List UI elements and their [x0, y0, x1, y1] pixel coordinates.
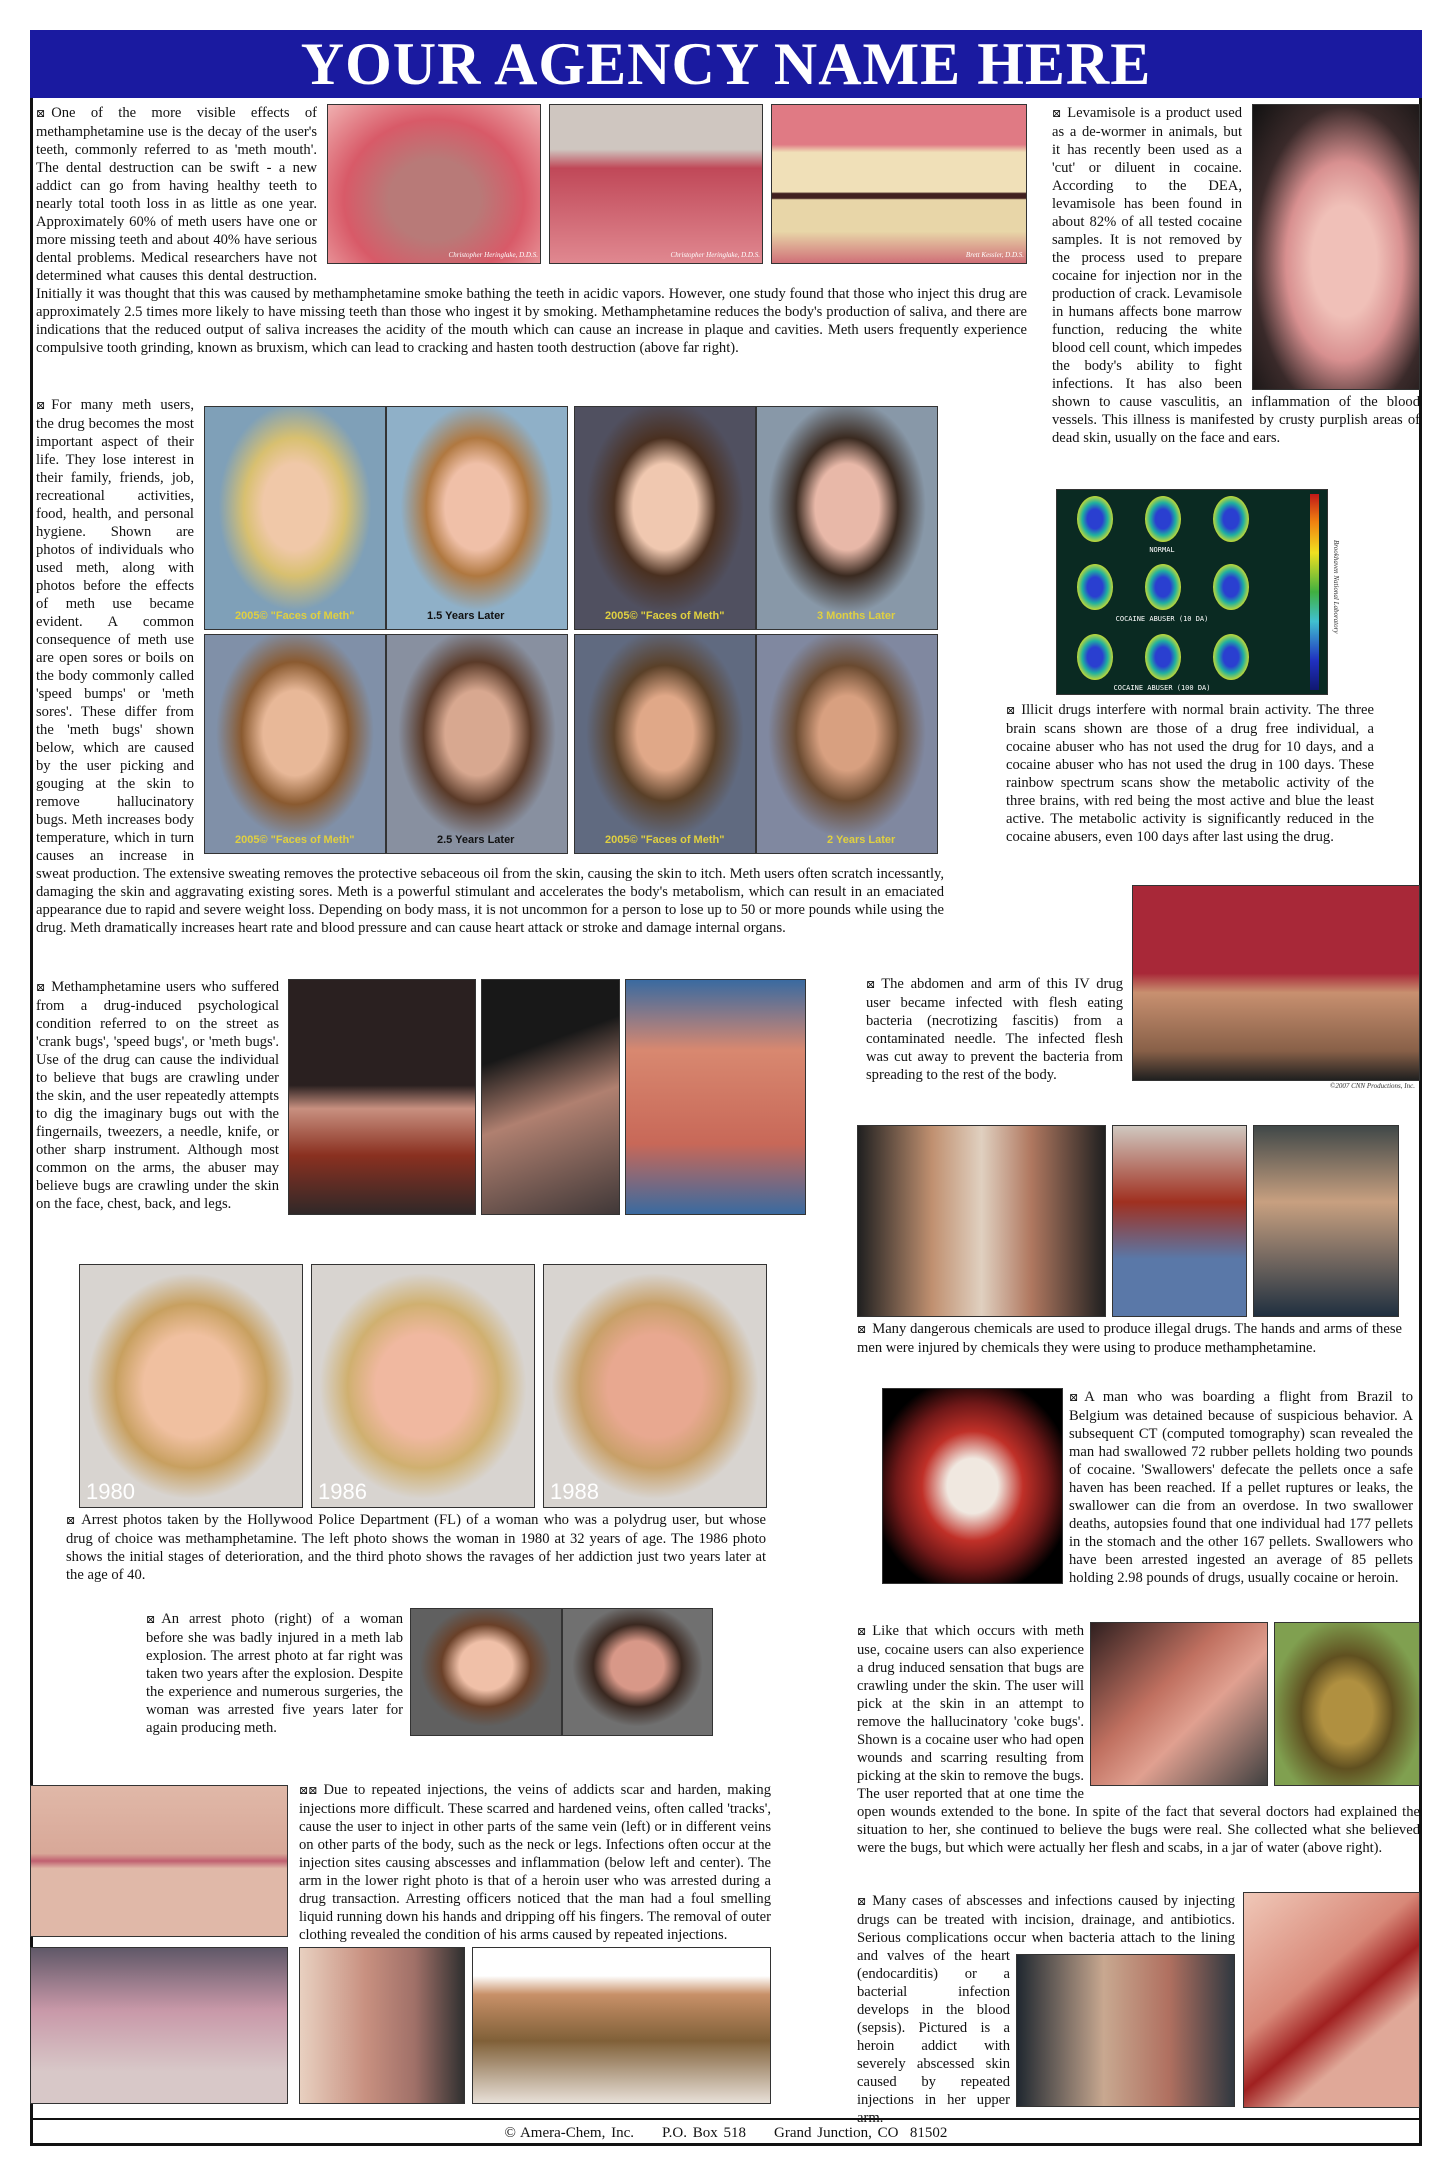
- scan-label: COCAINE ABUSER (10 DA): [1115, 615, 1209, 623]
- levamisole-section: [1052, 104, 1420, 447]
- teeth-photo: [327, 104, 541, 264]
- bullet-icon: ⊠: [866, 979, 876, 991]
- chemicals-caption: [857, 1320, 1402, 1357]
- face-pair: [204, 634, 568, 854]
- crank-bugs-photo: [625, 979, 806, 1215]
- veins-text: [299, 1781, 771, 1944]
- mugshot: [204, 406, 386, 630]
- paragraph-text: Like that which occurs with meth use, cocaine users can also experience a drug induced sensation that bugs are crawling under the skin. The user will pick at the skin in an attempt to remove the hallucinatory 'coke bugs'. Shown is a cocaine user who had open wounds and scarring resulting from picking at the skin to remove the bugs. The user reported that at one time the open wounds extended to the bone. In spite of the fact that several doctors had explained the situation to her, she continued to believe the bugs were real. She collected what she believed were the bugs, but which were actually her flesh and scabs, in a jar of water (above right).: [857, 1623, 1420, 1856]
- bullet-icon: ⊠: [857, 1324, 867, 1336]
- crank-bugs-photo: [288, 979, 476, 1215]
- photo-label: 3 Months Later: [817, 610, 896, 622]
- explosion-photos: [410, 1608, 713, 1736]
- abdomen-text: [866, 975, 1123, 1084]
- photo-label: Christopher Heringlake, D.D.S.: [670, 251, 760, 259]
- paragraph-text: Methamphetamine users who suffered from a drug-induced psychological condition referred to on the street as 'crank bugs', 'speed bugs', or 'meth bugs'. Use of the drug can cause the individual to believe that bugs are crawling under the skin, and the user repeatedly attempts to dig the imaginary bugs out with the fingernails, tweezers, a needle, knife, or other sharp instrument. Although most common on the arms, the abuser may believe bugs are crawling under the skin on the face, chest, back, and legs.: [36, 979, 279, 1212]
- bullet-icon: ⊠: [36, 400, 46, 412]
- teeth-photo: [771, 104, 1027, 264]
- paragraph-text: Many cases of abscesses and infections caused by injecting drugs can be treated with incision, drainage, and antibiotics. Serious complications occur when bacteria attach to the lining and valves of the heart (endocarditis) or a bacterial infection develops in the blood (sepsis). Pictured is a heroin addict with severely abscessed skin caused by repeated injections in her upper arm.: [857, 1893, 1235, 2126]
- tracks-photo: [30, 1785, 288, 1937]
- wound-arm-photo: [1090, 1622, 1268, 1786]
- photo-label: 1988: [550, 1479, 599, 1504]
- heroin-arm-photo: [472, 1947, 771, 2104]
- color-scale-bar: [1310, 494, 1319, 690]
- coke-bugs-section: [857, 1622, 1420, 1857]
- faces-photo-grid: [204, 396, 944, 856]
- abscess-leg-photo: [299, 1947, 465, 2104]
- mugshot: [574, 634, 756, 854]
- photo-label: 2005© "Faces of Meth": [605, 610, 725, 622]
- face-pair: [574, 634, 938, 854]
- paragraph-text: A man who was boarding a flight from Brazil to Belgium was detained because of suspicious behavior. A subsequent CT (computed tomography) scan revealed the man had swallowed 72 rubber pellets holding two pounds of cocaine. 'Swallowers' defecate the pellets once a safe haven has been reached. If a pellet ruptures or leaks, the swallower can die from an overdose. In two swallower deaths, autopsies found that one individual had 177 pellets in the stomach and the other 167 pellets. Swallowers who have been arrested ingested an average of 85 pellets holding 2.98 pounds of drugs, usually cocaine or heroin.: [1069, 1389, 1413, 1586]
- chemical-injury-photos: [857, 1125, 1399, 1317]
- arm-photo: [1112, 1125, 1248, 1317]
- bullet-icon: ⊠: [36, 108, 46, 120]
- abscesses-section: [857, 1892, 1235, 2127]
- arrest-year-photos: [79, 1264, 767, 1508]
- footer: [30, 2118, 1422, 2146]
- bullet-icon: ⊠: [1069, 1392, 1079, 1404]
- scan-label: COCAINE ABUSER (100 DA): [1113, 684, 1211, 692]
- photo-label: Christopher Heringlake, D.D.S.: [448, 251, 538, 259]
- mugshot: [386, 406, 568, 630]
- bullet-icon: ⊠: [1052, 108, 1062, 120]
- crank-bugs-text: [36, 978, 279, 1213]
- abscess-arm-photo: [30, 1947, 288, 2104]
- po-box: P.O. Box 518: [662, 2125, 747, 2141]
- company-name: Amera-Chem, Inc.: [519, 2125, 634, 2141]
- brain-scan: [1213, 564, 1249, 610]
- abdomen-credit: ©2007 CNN Productions, Inc.: [1330, 1082, 1415, 1090]
- agency-title: YOUR AGENCY NAME HERE: [30, 30, 1422, 98]
- ct-scan-photo: [882, 1388, 1063, 1584]
- brain-scan: [1077, 496, 1113, 542]
- explosion-text: [146, 1610, 403, 1737]
- teeth-photos: [327, 104, 1027, 276]
- face-pair: [204, 406, 568, 630]
- bullet-icon: ⊠: [66, 1515, 76, 1527]
- bullet-icon: ⊠: [1006, 705, 1016, 717]
- crank-bugs-photo: [481, 979, 620, 1215]
- paragraph-text: Many dangerous chemicals are used to produce illegal drugs. The hands and arms of these men were injured by chemicals they were using to produce methamphetamine.: [857, 1321, 1402, 1356]
- abdomen-photo: [1132, 885, 1420, 1081]
- photo-label: Brett Kessler, D.D.S.: [965, 251, 1024, 259]
- scan-label: NORMAL: [1149, 546, 1175, 554]
- hands-photo: [857, 1125, 1106, 1317]
- face-pair: [574, 406, 938, 630]
- arrest-photo-before: [410, 1608, 562, 1736]
- coke-bugs-photos: [1090, 1622, 1420, 1798]
- photo-label: 1.5 Years Later: [427, 610, 505, 622]
- brain-scan: [1145, 496, 1181, 542]
- paragraph-text: An arrest photo (right) of a woman before she was badly injured in a meth lab explosion. The arrest photo at far right was taken two years after the explosion. Despite the experience and numerous surgeries, the woman was arrested five years later for again producing meth.: [146, 1611, 403, 1736]
- hand-photo: [1253, 1125, 1399, 1317]
- meth-mouth-text: One of the more visible effects of methamphetamine use is the decay of the user's teeth, commonly referred to as 'meth mouth'. The dental destruction can be swift - a new addict can go from having healthy teeth to nearly total tooth loss in as little as one year. Approximately 60% of meth users have one or more missing teeth and about 40% have serious dental problems. Medical researchers have not determined what causes this dental destruction. Initially it was thought that this was caused by methamphetamine smoke bathing the teeth in acidic vapors. However, one study found that those who inject this drug are approximately 2.5 times more likely to have missing teeth than those who ingest it by smoking. Methamphetamine reduces the body's production of saliva, and there are indications that the reduced output of saliva increases the acidity of the mouth which can cause an increase in plaque and cavities. Meth users frequently experience compulsive tooth grinding, known as bruxism, which can lead to cracking and hasten tooth destruction (above far right).: [36, 105, 1027, 356]
- bullet-icon: ⊠: [857, 1626, 867, 1638]
- mugshot: [756, 406, 938, 630]
- arrest-years-caption: [66, 1511, 766, 1584]
- jar-photo: [1274, 1622, 1420, 1786]
- brain-scan: [1145, 564, 1181, 610]
- paragraph-text: Arrest photos taken by the Hollywood Police Department (FL) of a woman who was a polydrug user, but whose drug of choice was methamphetamine. The left photo shows the woman in 1980 at 32 years of age. The 1986 photo shows the initial stages of deterioration, and the third photo shows the ravages of her addiction just two years later at the age of 40.: [66, 1512, 766, 1583]
- bullet-icon: ⊠: [36, 982, 46, 994]
- bullet-icon: ⊠⊠: [299, 1785, 318, 1797]
- arrest-photo: [543, 1264, 767, 1508]
- photo-label: 2005© "Faces of Meth": [605, 834, 725, 846]
- arrest-photo: [311, 1264, 535, 1508]
- photo-label: 2 Years Later: [827, 834, 896, 846]
- abscessed-arm-photo: [1016, 1954, 1235, 2107]
- brain-scan: [1077, 564, 1113, 610]
- brain-scan: [1213, 496, 1249, 542]
- arrest-photo: [79, 1264, 303, 1508]
- bullet-icon: ⊠: [857, 1896, 867, 1908]
- meth-mouth-section: [36, 104, 1027, 357]
- brain-caption: [1006, 701, 1374, 846]
- faces-section: [36, 396, 944, 937]
- paragraph-text: Illicit drugs interfere with normal brain activity. The three brain scans shown are those of a drug free individual, a cocaine abuser who has not used the drug for 10 days, and a cocaine abuser who has not used the drug in 100 days. These rainbow spectrum scans show the metabolic activity of the three brains, with red being the most active and blue the least active. The metabolic activity is significantly reduced in the cocaine abusers, even 100 days after last using the drug.: [1006, 702, 1374, 845]
- paragraph-text: Due to repeated injections, the veins of addicts scar and harden, making injections more difficult. These scarred and hardened veins, often called 'tracks', cause the user to inject in other parts of the same vein (left) or in different veins on other parts of the body, such as the neck or legs. Infections often occur at the injection sites causing abscesses and inflammation (below left and center). The arm in the lower right photo is that of a heroin user who was arrested during a drug transaction. Arresting officers noticed that the man had a foul smelling liquid running down his hands and dripping off his fingers. The removal of outer clothing revealed the condition of his arms caused by repeated injections.: [299, 1782, 771, 1943]
- bullet-icon: ⊠: [146, 1614, 156, 1626]
- abscess-closeup-photo: [1243, 1892, 1420, 2108]
- mugshot: [386, 634, 568, 854]
- mugshot: [756, 634, 938, 854]
- brain-scan: [1077, 634, 1113, 680]
- city-address: Grand Junction, CO 81502: [774, 2125, 948, 2141]
- photo-label: 2005© "Faces of Meth": [235, 834, 355, 846]
- brain-scan-image: [1056, 489, 1328, 695]
- photo-label: 1986: [318, 1479, 367, 1504]
- teeth-photo: [549, 104, 763, 264]
- swallower-section: [882, 1388, 1413, 1587]
- brain-scan: [1213, 634, 1249, 680]
- arrest-photo-after: [562, 1608, 714, 1736]
- photo-label: 1980: [86, 1479, 135, 1504]
- levamisole-text: Levamisole is a product used as a de-wormer in animals, but it has recently been used as a 'cut' or diluent in cocaine. According to the DEA, levamisole has been found in about 82% of all tested cocaine samples. It is not removed by the process used to prepare cocaine for injection nor in the production of crack. Levamisole in humans affects bone marrow function, reducing the white blood cell count, which impedes the body's ability to fight infections. It has also been shown to cause vasculitis, an inflammation of the blood vessels. This illness is manifested by crusty purplish areas of dead skin, usually on the face and ears.: [1052, 105, 1420, 446]
- faces-text: For many meth users, the drug becomes the most important aspect of their life. They lose interest in their family, friends, job, recreational activities, food, health, and personal hygiene. Shown are photos of individuals who used meth, along with photos before the effects of meth use became evident. A common consequence of meth use are open sores or boils on the body commonly called 'speed bumps' or 'meth sores'. These differ from the 'meth bugs' shown below, which are caused by the user picking and gouging at the skin to remove hallucinatory bugs. Meth increases body temperature, which in turn causes an increase in sweat production. The extensive sweating removes the protective sebaceous oil from the skin, causing the skin to itch. Meth users often scratch incessantly, damaging the skin and aggravating existing sores. Meth is a powerful stimulant and accelerates the body's metabolism, which can result in an emaciated appearance due to rapid and severe weight loss. Depending on body mass, it is not uncommon for a person to lose up to 50 or more pounds while using the drug. Meth dramatically increases heart rate and blood pressure and can cause heart attack or stroke and damage internal organs.: [36, 397, 944, 936]
- copyright-icon: ©: [504, 2125, 516, 2141]
- photo-label: 2.5 Years Later: [437, 834, 515, 846]
- brain-credit: Brookhaven National Laboratory: [1332, 540, 1340, 634]
- mugshot: [204, 634, 386, 854]
- ear-photo: [1252, 104, 1420, 390]
- mugshot: [574, 406, 756, 630]
- photo-label: 2005© "Faces of Meth": [235, 610, 355, 622]
- brain-scan: [1145, 634, 1181, 680]
- paragraph-text: The abdomen and arm of this IV drug user became infected with flesh eating bacteria (necrotizing fascitis) from a contaminated needle. The infected flesh was cut away to prevent the bacteria from spreading to the rest of the body.: [866, 976, 1123, 1083]
